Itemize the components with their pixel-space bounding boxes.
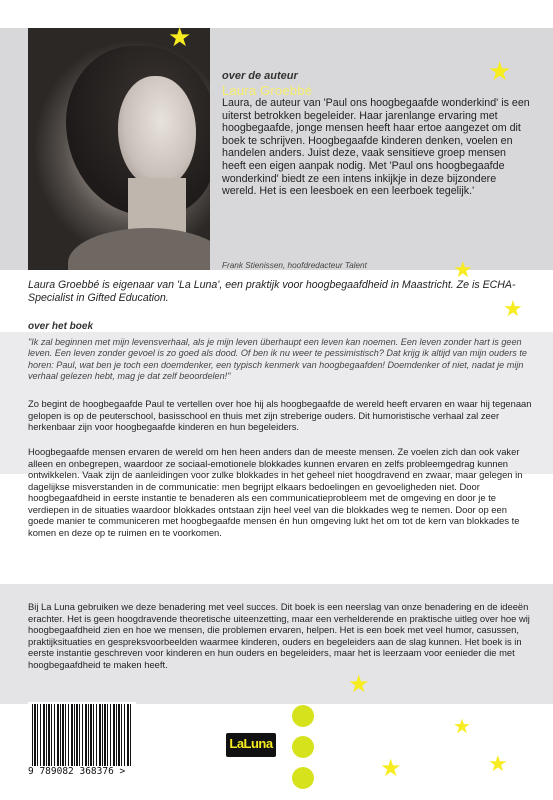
barcode: [28, 702, 136, 782]
star-icon: ★: [453, 257, 473, 282]
logo-text: LaLuna: [229, 736, 273, 751]
star-icon: ★: [488, 56, 512, 86]
owner-line: Laura Groebbé is eigenaar van 'La Luna', een praktijk voor hoogbegaafdheid in Maastricht. Ze is ECHA-Specialist in Gifted Education.: [28, 279, 516, 304]
book-paragraph-2: Hoogbegaafde mensen ervaren de wereld om hen heen anders dan de meeste mensen. Ze voelen zich dan ook vaker alleen en onbegrepen, waardoor ze sociaal-emotionele blokkades kunnen ervaren en zelfs probleemgedrag kunnen ontwikkelen. Vaak zijn de aanleidingen voor zulke blokkades in het geheel niet hoogdravend en zwaar, maar gelegen in dagelijkse misverstanden in de communicatie: men begrijpt elkaars bedoelingen en gevoeligheden niet. Door hoogbegaafdheid in eerste instantie te benaderen als een communicatieprobleem met de omgeving en door je te verdiepen in de situaties waardoor blokkades ontstaan zijn heel veel van die blokkades weg te nemen. Door op een goede manier te communiceren met hoogbegaafde mensen én hun omgeving lukt het om tot de kern van blokkades te komen en deze op te ruimen en te voorkomen.: [28, 446, 523, 538]
author-bio: Laura, de auteur van 'Paul ons hoogbegaafde wonderkind' is een uiterst betrokken begeleider. Haar jarenlange ervaring met hoogbegaafde, jonge mensen heeft haar ertoe aangezet om dit boek te schrijven. Hoogbegaafde kinderen denken, voelen en handelen anders. Juist deze, vaak sensitieve groep mensen heeft een eigen aanpak nodig. Met 'Paul ons hoogbegaafde wonderkind' biedt ze een intens inkijkje in deze bijzondere wereld. Het is een leesboek en een leerboek tegelijk.': [222, 97, 530, 198]
author-name: Laura Groebbé: [222, 83, 313, 98]
dot-icon: [292, 736, 314, 758]
star-icon: ★: [380, 755, 402, 782]
star-icon: ★: [488, 751, 508, 776]
book-paragraph-3: Bij La Luna gebruiken we deze benadering met veel succes. Dit boek is een neerslag van onze benadering en de ideeën erachter. Het is geen hoogdravende theoretische uiteenzetting, maar een verhelderende en praktische uitleg over hoe wij hoogbegaafdheid zien en hoe we mensen, die problemen ervaren, helpen. Het is een boek met veel humor, casussen, praktijksituaties en gespreksvoorbeelden waarmee kinderen, ouders en begeleiders aan de slag kunnen. Het boek is in eerste instantie geschreven voor kinderen en hun ouders en begeleiders, maar het is leerzaam voor eenieder die met hoogbegaafdheid te maken heeft.: [28, 601, 530, 670]
laluna-logo: [226, 733, 276, 757]
barcode-digits: 9 789082 368376 >: [28, 766, 126, 777]
book-quote: "Ik zal beginnen met mijn levensverhaal, als je mijn leven überhaupt een leven kan noemen. Een leven zonder hart is geen leven. Een leven zonder gevoel is zo goed als dood. Of ben ik nu weer te pessimistisch? Dat krijg ik altijd van mijn ouders te horen: Paul, wat ben je toch een doemdenker, een typisch kenmerk van hoogbegaafden! Doemdenker of niet, nadat je mijn verhaal gelezen hebt, mag je dat zelf beoordelen!": [28, 337, 527, 382]
about-author-label: over de auteur: [222, 70, 298, 82]
about-book-label: over het boek: [28, 321, 94, 332]
star-icon: ★: [503, 296, 523, 321]
top-band: [0, 0, 553, 28]
author-photo: [28, 28, 210, 270]
star-icon: ★: [348, 671, 370, 698]
dot-icon: [292, 767, 314, 789]
barcode-bars: [32, 704, 132, 766]
star-icon: ★: [453, 716, 471, 738]
book-paragraph-1: Zo begint de hoogbegaafde Paul te vertellen over hoe hij als hoogbegaafde de wereld heeft ervaren en waar hij tegenaan gelopen is op de peuterschool, basisschool en thuis met zijn streberige ouders. Dit humoristische verhaal zal zeer herkenbaar zijn voor hoogbegaafde kinderen en hun begeleiders.: [28, 398, 532, 432]
dot-icon: [292, 705, 314, 727]
star-icon: ★: [168, 22, 192, 52]
bio-signature: Frank Stienissen, hoofdredacteur Talent: [222, 261, 367, 270]
